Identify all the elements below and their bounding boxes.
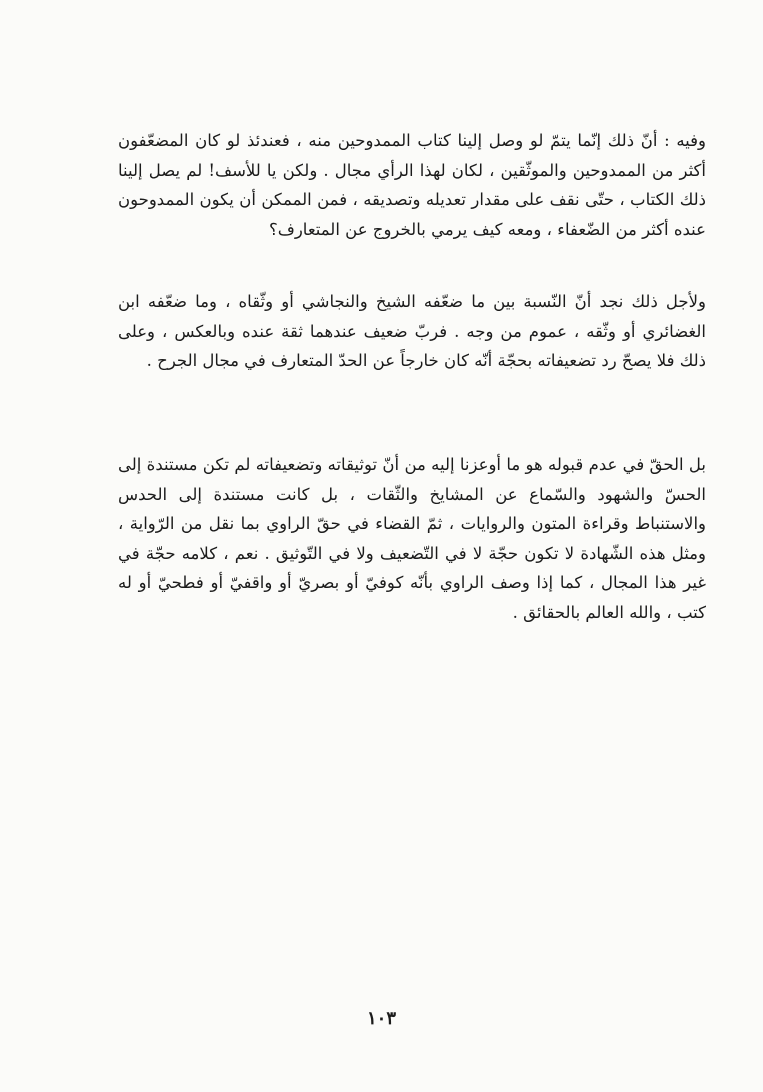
paragraph-1: وفيه : أنّ ذلك إنّما يتمّ لو وصل إلينا كتاب الممدوحين منه ، فعندئذ لو كان المضعّفون أكثر من الممدوحين والموثّقين ، لكان لهذا الرأي مجال . ولكن يا للأسف! لم يصل إلينا ذلك الكتاب ، حتّى نقف على مقدار تعديله وتصديقه ، فمن الممكن أن يكون الممدوحون عنده أكثر من الضّعفاء ، ومعه كيف يرمي بالخروج عن المتعارف؟ [118, 131, 707, 239]
page-number: ١٠٣ [366, 1008, 396, 1029]
paragraph-2: ولأجل ذلك نجد أنّ النّسبة بين ما ضعّفه الشيخ والنجاشي أو وثّقاه ، وما ضعّفه ابن الغضائري أو وثّقه ، عموم من وجه . فربّ ضعيف عندهما ثقة عنده وبالعكس ، وعلى ذلك فلا يصحّ رد تضعيفاته بحجّة أنّه كان خارجاً عن الحدّ المتعارف في مجال الجرح . [118, 292, 706, 370]
paragraph-3: بل الحقّ في عدم قبوله هو ما أوعزنا إليه من أنّ توثيقاته وتضعيفاته لم تكن مستندة إلى الحسّ والشهود والسّماع عن المشايخ والثّقات ، بل كانت مستندة إلى الحدس والاستنباط وقراءة المتون والروايات ، ثمّ القضاء في حقّ الراوي بما نقل من الرّواية ، ومثل هذه الشّهادة لا تكون حجّة لا في التّضعيف ولا في التّوثيق . نعم ، كلامه حجّة في غير هذا المجال ، كما إذا وصف الراوي بأنّه كوفيّ أو بصريّ أو واقفيّ أو فطحيّ أو له كتب ، والله العالم بالحقائق . [118, 455, 706, 622]
